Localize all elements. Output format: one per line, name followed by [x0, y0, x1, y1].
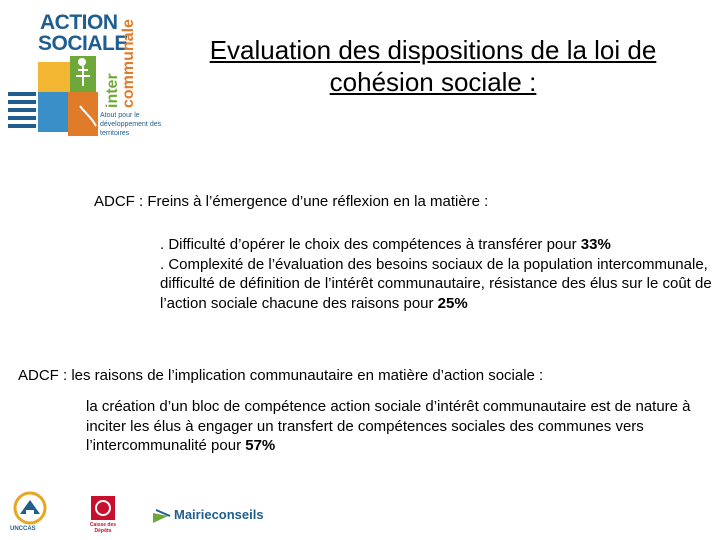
logo-word-inter: inter — [104, 73, 121, 108]
section2-heading: ADCF : les raisons de l’implication communautaire en matière d’action sociale : — [18, 367, 544, 384]
logo-vertical-text — [100, 10, 137, 110]
section2-value: 57% — [245, 437, 276, 454]
section1-heading: ADCF : Freins à l’émergence d’une réflexion en la matière : — [94, 193, 489, 210]
caisse-depots-logo — [89, 494, 117, 534]
section1-item-1-value: 33% — [580, 236, 611, 253]
unccas-logo — [10, 490, 50, 538]
section2-text: la création d’un bloc de compétence action sociale d’intérêt communautaire est de nature à inciter les élus à engager un transfert de compétences sociales des communes vers l’intercommunalité pour — [86, 398, 691, 454]
logo-tagline: Atout pour le développement des territoires — [100, 112, 162, 137]
action-sociale-logo — [8, 6, 162, 146]
logo-word-communale: communale — [120, 19, 137, 108]
mairieconseils-label: Mairieconseils — [174, 507, 264, 522]
unccas-label: UNCCAS — [10, 526, 36, 532]
section1-list — [160, 235, 712, 313]
section2-paragraph — [86, 397, 716, 456]
section1-item-2 — [160, 255, 712, 314]
logo-word-action: ACTION — [40, 11, 118, 34]
logo-word-sociale: SOCIALE — [38, 32, 128, 55]
caisse-emblem-icon — [89, 494, 117, 522]
section1-item-2-text: . Complexité de l’évaluation des besoins sociaux de la population intercommunale, difficulté de définition de l’intérêt communautaire, résistance des élus sur le coût de l’action sociale chacune des raisons pour — [160, 255, 712, 312]
section1-item-2-value: 25% — [437, 294, 468, 312]
section1-item-1-text: . Difficulté d’opérer le choix des compétences à transférer pour — [160, 236, 581, 253]
mairie-swoosh-icon — [152, 507, 172, 525]
page-title: Evaluation des dispositions de la loi de cohésion sociale : — [209, 35, 657, 97]
section1-item-1 — [160, 235, 712, 255]
unccas-emblem-icon — [10, 490, 50, 526]
caisse-label: Caisse des Dépôts — [89, 522, 117, 534]
